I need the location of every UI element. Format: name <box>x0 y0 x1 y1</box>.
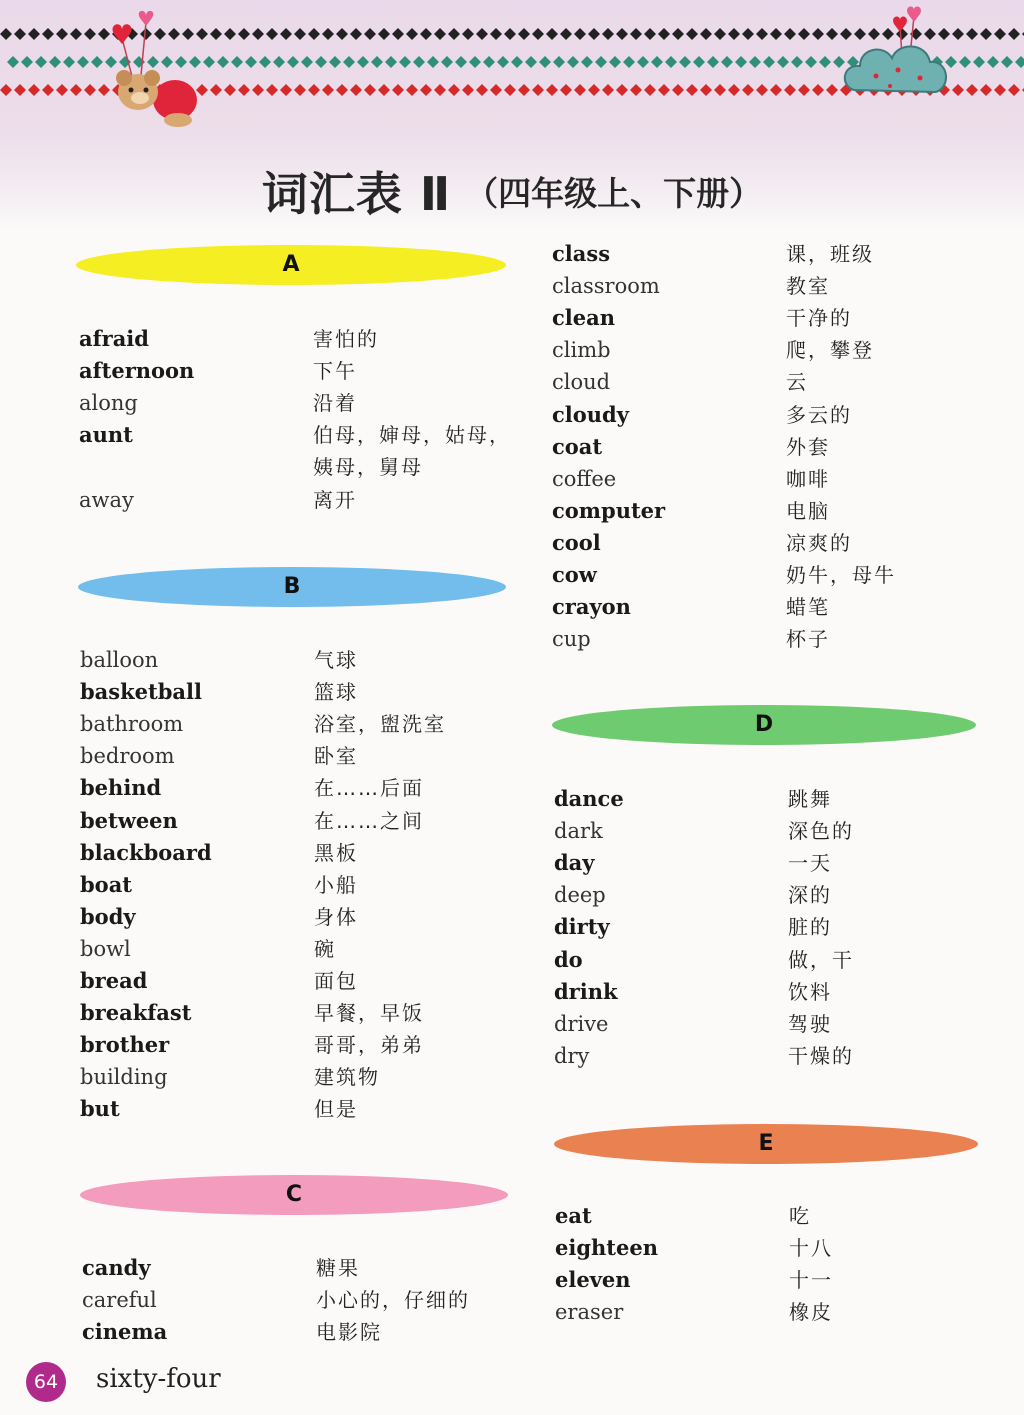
vocab-chinese: 下午 <box>313 359 357 384</box>
vocab-english: clean <box>552 305 615 331</box>
section-header-a: A <box>76 245 506 285</box>
vocab-english: boat <box>80 871 132 897</box>
vocab-chinese: 十八 <box>789 1236 833 1261</box>
vocab-chinese: 咖啡 <box>786 466 830 491</box>
vocab-english: dry <box>554 1043 590 1068</box>
vocab-english: day <box>554 850 595 876</box>
vocab-chinese: 驾驶 <box>788 1011 832 1036</box>
vocab-english: bathroom <box>80 712 184 737</box>
vocab-english: between <box>80 807 178 833</box>
vocab-english: eraser <box>555 1300 624 1325</box>
vocab-chinese: 害怕的 <box>313 327 379 351</box>
vocab-english: computer <box>552 497 666 523</box>
section-header-e: E <box>554 1124 978 1164</box>
vocab-english: eat <box>555 1203 592 1228</box>
vocab-english: building <box>80 1065 168 1090</box>
vocab-chinese: 外套 <box>786 434 830 459</box>
vocab-english: cloudy <box>552 401 629 427</box>
vocab-english: dance <box>554 786 624 811</box>
vocab-chinese: 课，班级 <box>786 242 874 266</box>
vocab-english: climb <box>552 338 611 363</box>
vocab-english: classroom <box>552 274 660 299</box>
title-main: 词汇表 Ⅱ <box>261 167 452 221</box>
vocab-chinese: 卧室 <box>314 744 358 769</box>
section-header-c: C <box>80 1175 508 1215</box>
vocab-english: crayon <box>552 594 631 620</box>
page-number-word: sixty-four <box>96 1364 221 1394</box>
vocab-chinese: 橡皮 <box>789 1300 833 1325</box>
vocab-chinese: 在……后面 <box>314 776 424 801</box>
vocab-chinese: 气球 <box>314 648 358 672</box>
vocab-chinese: 身体 <box>314 904 358 929</box>
vocab-english: behind <box>80 775 162 801</box>
vocab-english: dirty <box>554 914 610 940</box>
vocab-chinese: 糖果 <box>316 1256 360 1280</box>
vocab-chinese: 深色的 <box>788 819 854 844</box>
vocab-chinese: 离开 <box>313 487 357 512</box>
section-header-b: B <box>78 567 506 607</box>
vocab-english: brother <box>80 1032 170 1058</box>
vocab-english: balloon <box>80 648 159 672</box>
title-subtitle: （四年级上、下册） <box>465 173 763 213</box>
vocab-chinese: 蜡笔 <box>786 595 830 620</box>
vocab-english: cup <box>552 627 591 652</box>
vocab-chinese: 伯母，婶母，姑母，姨母，舅母 <box>313 423 511 480</box>
vocab-english: coffee <box>552 466 617 491</box>
section-header-d: D <box>552 705 976 745</box>
vocab-chinese: 凉爽的 <box>786 530 852 555</box>
vocab-chinese: 沿着 <box>313 391 357 416</box>
vocab-chinese: 云 <box>786 370 808 395</box>
vocab-chinese: 早餐，早饭 <box>314 1001 424 1026</box>
page-title <box>0 158 1024 224</box>
vocab-chinese: 奶牛，母牛 <box>786 563 896 587</box>
vocab-english: away <box>79 487 134 512</box>
vocab-english: afternoon <box>79 358 195 384</box>
vocab-english: aunt <box>79 422 133 448</box>
vocab-chinese: 面包 <box>314 969 358 993</box>
vocab-chinese: 小船 <box>314 872 358 897</box>
vocab-english: eighteen <box>555 1235 658 1261</box>
vocab-chinese: 爬，攀登 <box>786 338 874 363</box>
vocab-english: cow <box>552 562 597 587</box>
vocab-chinese: 多云的 <box>786 402 852 427</box>
vocab-english: body <box>80 903 136 929</box>
vocab-english: drink <box>554 978 618 1004</box>
vocab-english: basketball <box>80 679 202 705</box>
vocab-chinese: 哥哥，弟弟 <box>314 1033 424 1058</box>
vocab-english: drive <box>554 1011 609 1036</box>
vocab-english: candy <box>82 1255 151 1280</box>
page-number-badge: 64 <box>26 1362 66 1402</box>
vocab-english: eleven <box>555 1267 631 1293</box>
vocab-english: blackboard <box>80 839 212 865</box>
vocab-chinese: 黑板 <box>314 840 358 865</box>
vocab-chinese: 吃 <box>789 1204 811 1228</box>
vocab-english: but <box>80 1096 120 1122</box>
vocab-chinese: 篮球 <box>314 680 358 705</box>
vocab-english: coat <box>552 433 603 459</box>
vocab-chinese: 电影院 <box>316 1320 382 1345</box>
vocab-chinese: 浴室，盥洗室 <box>314 712 446 737</box>
vocab-english: along <box>79 391 138 416</box>
bear-with-balloons-icon <box>80 8 210 133</box>
vocab-english: careful <box>82 1288 157 1313</box>
vocab-chinese: 饮料 <box>788 979 832 1004</box>
vocab-english: dark <box>554 819 603 844</box>
vocab-english: cool <box>552 529 601 555</box>
vocab-english: cinema <box>82 1319 168 1345</box>
vocab-chinese: 做，干 <box>788 947 854 972</box>
vocab-chinese: 教室 <box>786 274 830 299</box>
vocab-english: bowl <box>80 936 131 961</box>
vocab-chinese: 深的 <box>788 883 832 908</box>
vocab-chinese: 但是 <box>314 1097 358 1122</box>
vocab-chinese: 建筑物 <box>314 1065 380 1090</box>
vocab-english: bread <box>80 968 148 993</box>
cloud-with-hearts-icon <box>840 6 960 121</box>
vocab-english: class <box>552 241 611 266</box>
vocab-english: bedroom <box>80 744 175 769</box>
vocab-chinese: 一天 <box>788 851 832 876</box>
vocab-chinese: 十一 <box>789 1268 833 1293</box>
vocab-english: deep <box>554 883 606 908</box>
vocab-chinese: 在……之间 <box>314 808 424 833</box>
vocab-english: afraid <box>79 326 149 351</box>
vocab-chinese: 电脑 <box>786 498 830 523</box>
vocab-chinese: 杯子 <box>786 627 830 652</box>
vocab-chinese: 脏的 <box>788 915 832 940</box>
vocab-english: cloud <box>552 370 611 395</box>
vocab-english: breakfast <box>80 1000 192 1026</box>
vocab-chinese: 跳舞 <box>788 787 832 811</box>
vocab-chinese: 干燥的 <box>788 1043 854 1068</box>
vocab-chinese: 干净的 <box>786 306 852 331</box>
vocab-chinese: 碗 <box>314 936 336 961</box>
vocab-english: do <box>554 946 583 972</box>
vocab-chinese: 小心的，仔细的 <box>316 1288 470 1313</box>
